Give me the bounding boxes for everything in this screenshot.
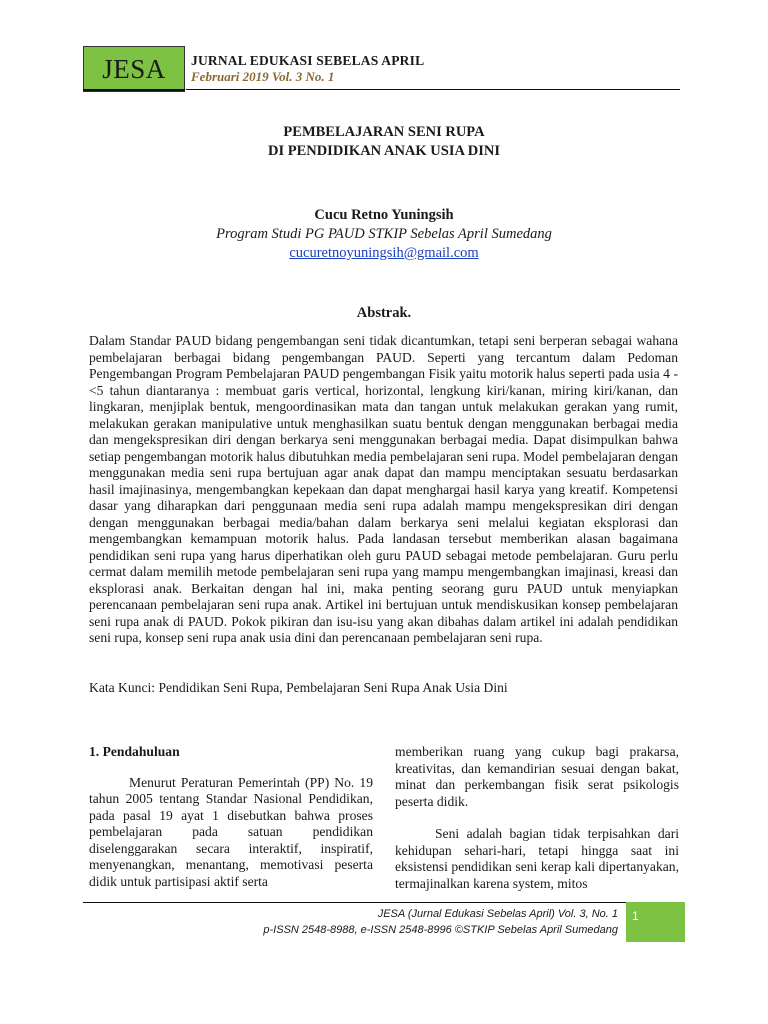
abstract-body: Dalam Standar PAUD bidang pengembangan seni tidak dicantumkan, tetapi seni berperan sebagai wahana pembelajaran berbagai bidang pengembangan PAUD. Seperti yang tercantum dalam Pedoman Pengembangan Program Pembelajaran PAUD pengembangan Fisik yaitu motorik halus seperti pada usia 4 - <5 tahun diantaranya : membuat garis vertical, horizontal, lengkung kiri/kanan, miring kiri/kanan, dan lingkaran, menjiplak bentuk, mengoordinasikan mata dan tangan untuk melakukan gerakan yang rumit, melakukan gerakan manipulative untuk menghasilkan suatu bentuk dengan menggunakan berbagai media dan mengekspresikan diri dengan berkarya seni menggunakan berbagai media. Dapat disimpulkan bahwa setiap pengembangan motorik halus dibutuhkan media pembelajaran seni rupa. Model pembelajaran dengan menggunakan media seni rupa bertujuan agar anak dapat dan mampu menciptakan sesuatu berdasarkan hasil imajinasinya, mengembangkan kepekaan dan dapat menghargai hasil karya yang kreatif. Kompetensi dasar yang diharapkan dari penggunaan media seni rupa adalah mampu mengekspresikan diri dengan dengan menggunakan berbagai media/bahan dalam berkarya seni melalui kegiatan eksplorasi dan mengembangkan kemampuan motorik halus. Pada landasan tersebut memberikan alasan bagaimana pendidikan seni rupa yang harus diperhatikan oleh guru PAUD sebagai metode pembelajaran. Guru perlu cermat dalam memilih metode pembelajaran seni rupa yang mampu mengembangkan imajinasi, kreasi dan eksplorasi anak. Berkaitan dengan hal ini, maka penting seorang guru PAUD untuk menyiapkan perencanaan pembelajaran seni rupa anak. Artikel ini bertujuan untuk mendiskusikan konsep pembelajaran seni rupa anak di PAUD. Pokok pikiran dan isu-isu yang akan dibahas dalam artikel ini adalah pendidikan seni rupa, konsep seni rupa anak usia dini dan perencanaan pembelajaran seni rupa. (89, 333, 678, 645)
footer-journal-citation: JESA (Jurnal Edukasi Sebelas April) Vol. 3, No. 1 (377, 908, 618, 920)
journal-issue: Februari 2019 Vol. 3 No. 1 (191, 69, 335, 84)
left-column (89, 744, 373, 890)
right-column-paragraph-1: memberikan ruang yang cukup bagi prakarsa, kreativitas, dan kemandirian sesuai dengan bakat, minat dan perkembangan fisik serat psikologis peserta didik. (395, 744, 679, 809)
article-title-line2: DI PENDIDIKAN ANAK USIA DINI (267, 143, 501, 159)
abstract-heading: Abstrak. (356, 305, 412, 321)
journal-logo: JESA (83, 46, 185, 92)
author-name: Cucu Retno Yuningsih (314, 207, 454, 223)
footer-issn: p-ISSN 2548-8988, e-ISSN 2548-8996 ©STKIP Sebelas April Sumedang (263, 924, 618, 936)
section-heading: 1. Pendahuluan (89, 744, 180, 759)
header-divider (186, 89, 680, 90)
author-email[interactable] (0, 245, 768, 262)
journal-name: JURNAL EDUKASI SEBELAS APRIL (191, 53, 425, 68)
right-column (395, 744, 679, 892)
right-column-paragraph-2: Seni adalah bagian tidak terpisahkan dari kehidupan sehari-hari, tetapi hingga saat ini eksistensi pendidikan seni kerap kali dipertanyakan, termajinalkan karena system, mitos (395, 826, 679, 891)
left-column-paragraph: Menurut Peraturan Pemerintah (PP) No. 19 tahun 2005 tentang Standar Nasional Pendidikan, pada pasal 19 ayat 1 disebutkan bahwa proses pembelajaran pada satuan pendidikan diselenggarakan secara interaktif, inspiratif, menyenangkan, menantang, memotivasi peserta didik untuk partisipasi aktif serta (89, 774, 373, 889)
keywords: Kata Kunci: Pendidikan Seni Rupa, Pembelajaran Seni Rupa Anak Usia Dini (89, 680, 508, 695)
page-number: 1 (626, 902, 685, 942)
header-divider-left (83, 89, 185, 91)
footer-divider (83, 902, 626, 903)
article-title-line1: PEMBELAJARAN SENI RUPA (283, 124, 485, 140)
author-affiliation: Program Studi PG PAUD STKIP Sebelas April Sumedang (216, 226, 552, 242)
author-email-link[interactable]: cucuretnoyuningsih@gmail.com (289, 245, 479, 261)
